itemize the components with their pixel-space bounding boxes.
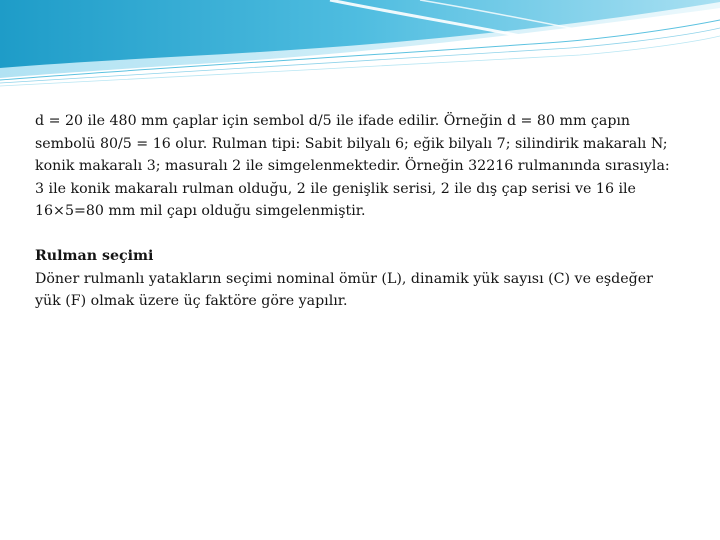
text-content [35, 110, 675, 313]
section-heading: Rulman seçimi [35, 248, 154, 264]
paragraph-bearing-symbols: d = 20 ile 480 mm çaplar için sembol d/5 ile ifade edilir. Örneğin d = 80 mm çapın sembolü 80/5 = 16 olur. Rulman tipi: Sabit bilyalı 6; eğik bilyalı 7; silindirik makaralı N; konik makaralı 3; masuralı 2 ile simgelenmektedir. Örneğin 32216 rulmanında sırasıyla: 3 ile konik makaralı rulman olduğu, 2 ile genişlik serisi, 2 ile dış çap serisi ve 16 ile 16×5=80 mm mil çapı olduğu simgelenmiştir. [35, 113, 670, 219]
wave-band-main [0, 0, 720, 68]
header-wave-decoration [0, 0, 720, 95]
paragraph-bearing-selection: Döner rulmanlı yatakların seçimi nominal ömür (L), dinamik yük sayısı (C) ve eşdeğer yük (F) olmak üzere üç faktöre göre yapılır. [35, 270, 653, 309]
paragraph-spacer [35, 223, 675, 246]
